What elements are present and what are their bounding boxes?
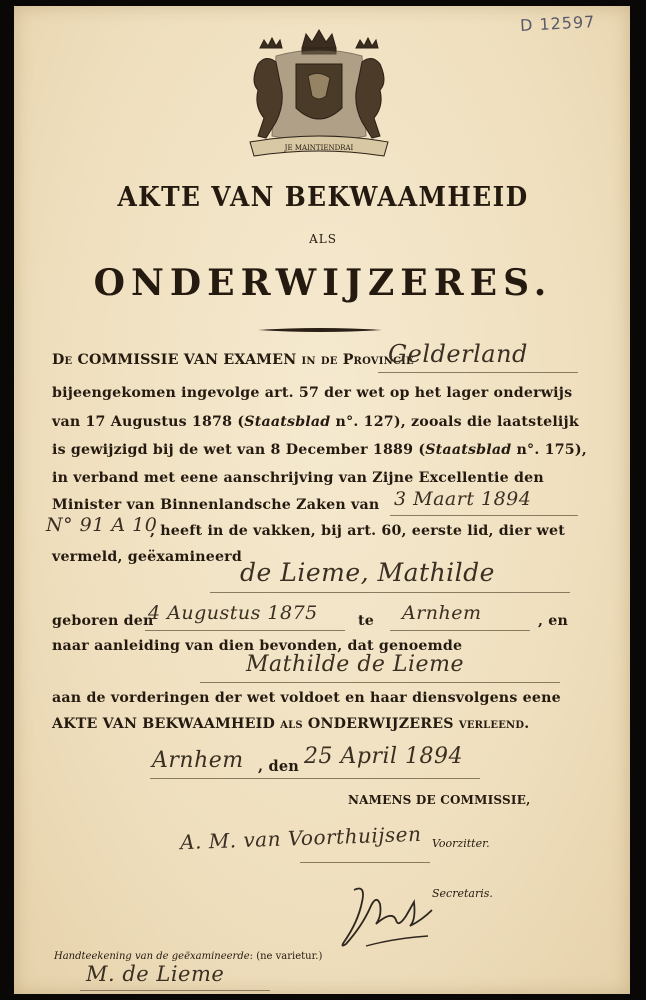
archive-number: D 12597 (519, 12, 596, 35)
fill-line (378, 372, 578, 373)
chair-role: Voorzitter. (432, 837, 490, 850)
coat-of-arms-icon (236, 26, 402, 162)
handwritten-letter-date: 3 Maart 1894 (394, 488, 532, 510)
en-label: , en (538, 613, 569, 629)
body-line-7: , heeft in de vakken, bij art. 60, eerste lid, dier wet (150, 523, 565, 539)
fill-line (390, 630, 530, 631)
handwritten-birth-date: 4 Augustus 1875 (148, 602, 318, 624)
handwritten-candidate-name: de Lieme, Mathilde (240, 558, 495, 587)
body-line-9a: geboren den (52, 613, 154, 629)
fill-line (200, 682, 560, 683)
title-als: ALS (309, 232, 337, 246)
secretary-signature (336, 880, 436, 952)
secretary-role: Secretaris. (432, 887, 493, 900)
body-line-6: Minister van Binnenlandsche Zaken van (52, 497, 380, 513)
document-subtitle: ONDERWIJZERES. (93, 262, 553, 304)
footer-label (54, 951, 322, 962)
motto-text: JE MAINTIENDRAI (284, 144, 354, 152)
te-label: te (358, 613, 374, 629)
ornamental-rule (258, 327, 382, 333)
committee-label: NAMENS DE COMMISSIE, (348, 793, 531, 807)
text-span: is gewijzigd bij de wet van 8 December 1889 ( (52, 442, 426, 458)
text-span: : (ne varietur.) (249, 951, 323, 962)
candidate-signature: M. de Lieme (86, 962, 225, 986)
text-span: Staatsblad (244, 414, 331, 430)
body-line-10: naar aanleiding van dien bevonden, dat genoemde (52, 638, 463, 654)
handwritten-province: Gelderland (388, 340, 528, 368)
body-line-2: bijeengekomen ingevolge art. 57 der wet op het lager onderwijs (52, 385, 573, 401)
commission-text: De COMMISSIE VAN EXAMEN in de Provincie (52, 352, 414, 368)
handwritten-issue-date: 25 April 1894 (304, 744, 464, 769)
fill-line (80, 990, 270, 991)
handwritten-letter-number: N° 91 A 10 (46, 514, 158, 536)
text-span: Staatsblad (425, 442, 512, 458)
body-line-8: vermeld, geëxamineerd (52, 549, 242, 565)
text-span: Handteekening van de geëxamineerde (54, 951, 250, 962)
body-line-12: aan de vorderingen der wet voldoet en haar diensvolgens eene (52, 690, 561, 706)
fill-line (150, 778, 480, 779)
den-label: , den (258, 758, 300, 775)
text-span: n°. 127), zooals die laatstelijk (330, 414, 579, 430)
body-line-4 (52, 442, 587, 458)
handwritten-birth-place: Arnhem (402, 602, 482, 624)
body-line-13 (52, 716, 529, 732)
text-span: AKTE VAN BEKWAAMHEID als ONDERWIJZERES verleend. (52, 716, 530, 732)
fill-line (210, 592, 570, 593)
body-line-3 (52, 414, 579, 430)
text-span: n°. 175), (511, 442, 587, 458)
fill-line (300, 862, 430, 863)
fill-line (390, 515, 578, 516)
document-title: AKTE VAN BEKWAAMHEID (117, 182, 529, 213)
body-line-5: in verband met eene aanschrijving van Zijne Excellentie den (52, 470, 544, 486)
body-line-1 (52, 352, 414, 368)
handwritten-candidate-name-2: Mathilde de Lieme (246, 652, 464, 677)
chair-signature: A. M. van Voorthuijsen (179, 821, 422, 855)
text-span: van 17 Augustus 1878 ( (52, 414, 245, 430)
handwritten-issue-place: Arnhem (152, 748, 244, 773)
fill-line (145, 630, 345, 631)
